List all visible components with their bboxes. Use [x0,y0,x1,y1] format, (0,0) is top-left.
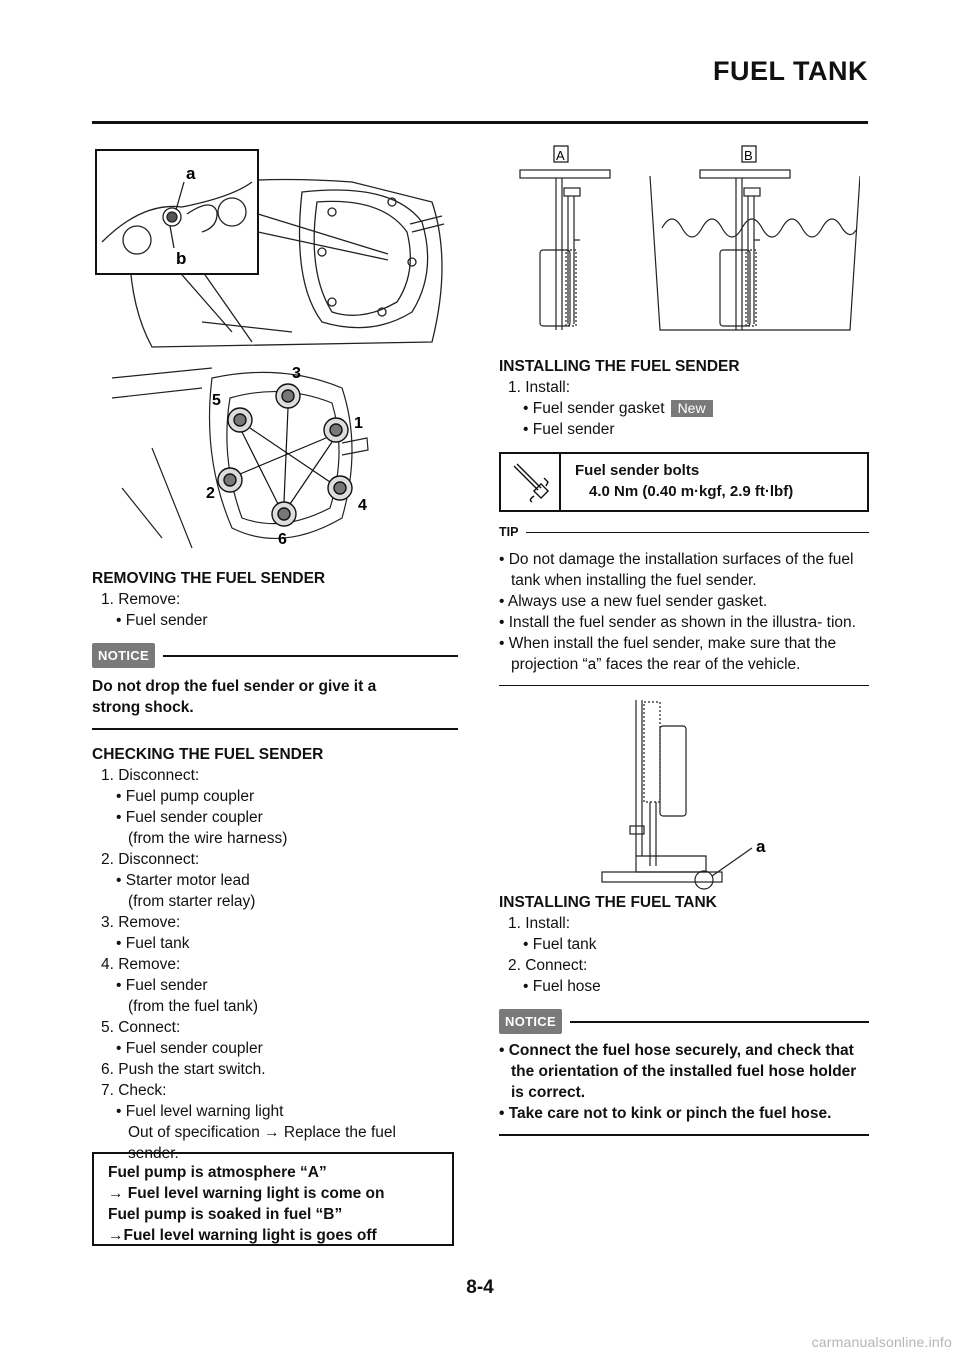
notice-end-rule [499,1134,869,1136]
notice-item: • Connect the fuel hose securely, and check that the orientation of the installed fuel hose holder is correct. [499,1042,857,1101]
checking-line: • Fuel sender coupler [116,1040,263,1057]
tip-label: TIP [499,525,519,539]
torque-value: 4.0 Nm (0.40 m·kgf, 2.9 ft·lbf) [589,483,794,500]
removing-item: • Fuel sender [116,612,208,629]
spec-line: →Fuel level warning light is goes off [108,1227,377,1244]
checking-line: 4. Remove: [101,956,181,973]
tip-item: • Always use a new fuel sender gasket. [499,593,768,610]
spec-result-box [92,1152,454,1246]
installing-tank-line: • Fuel tank [523,936,597,953]
figure-fuel-tank-top [92,142,458,352]
installing-tank-line: 1. Install: [508,915,571,932]
notice-text-line1: Do not drop the fuel sender or give it a [92,678,377,695]
tip-item: • Do not damage the installation surfaces of the fuel tank when installing the fuel sender. [499,551,854,589]
torque-spec-text [561,454,807,510]
notice-rule [163,655,458,657]
fig1-label-b: b [176,249,187,268]
checking-line: • Fuel level warning light [116,1103,284,1120]
checking-line: Out of specification → Replace the fuel [128,1124,396,1141]
installing-tank-heading: INSTALLING THE FUEL TANK [499,894,717,911]
figure-spacer [499,686,869,892]
figure-fuel-pump-a-b [510,140,860,340]
notice-badge: NOTICE [499,1009,562,1034]
checking-line: 5. Connect: [101,1019,181,1036]
checking-line: 3. Remove: [101,914,181,931]
spec-line: Fuel pump is atmosphere “A” [108,1164,327,1181]
fig2-label-3: 3 [292,365,301,382]
fig3-label-a: A [556,148,565,163]
installing-sender-item [499,398,869,419]
tip-header [499,522,869,543]
checking-line: sender. [128,1145,179,1162]
notice-badge: NOTICE [92,643,155,668]
fig4-label-a: a [756,837,766,856]
notice-text-line2: strong shock. [92,699,194,716]
notice-header [92,643,458,668]
new-part-badge: New [671,400,713,417]
watermark: carmanualsonline.info [811,1334,952,1350]
tip-list [499,549,869,675]
checking-line: (from the wire harness) [128,830,288,847]
installing-sender-heading: INSTALLING THE FUEL SENDER [499,358,740,375]
tip-item: • When install the fuel sender, make sure that the projection “a” faces the rear of the vehicle. [499,635,837,673]
fig3-label-b: B [744,148,753,163]
tip-rule [526,532,869,533]
fig2-label-4: 4 [358,497,367,514]
fig2-label-5: 5 [212,392,221,409]
notice-item: • Take care not to kink or pinch the fuel hose. [499,1105,832,1122]
checking-line: 7. Check: [101,1082,167,1099]
notice-text [92,676,458,718]
page-number: 8-4 [466,1277,494,1298]
spec-line: → Fuel level warning light is come on [108,1185,385,1202]
torque-wrench-icon [501,454,561,510]
installing-sender-step: 1. Install: [508,379,571,396]
removing-step: 1. Remove: [101,591,181,608]
checking-line: (from starter relay) [128,893,256,910]
figure-bolt-sequence [92,358,458,558]
checking-line: 1. Disconnect: [101,767,200,784]
torque-spec-box [499,452,869,512]
header-rule [92,121,868,124]
left-column [92,568,458,1164]
right-column [499,356,869,1136]
checking-line: 2. Disconnect: [101,851,200,868]
checking-line: • Fuel sender coupler [116,809,263,826]
fig2-label-2: 2 [206,485,215,502]
fig2-label-6: 6 [278,531,287,548]
gasket-label: • Fuel sender gasket [523,400,665,417]
checking-line: 6. Push the start switch. [101,1061,266,1078]
tip-item: • Install the fuel sender as shown in the illustra- tion. [499,614,856,631]
spec-line: Fuel pump is soaked in fuel “B” [108,1206,343,1223]
fig2-label-1: 1 [354,415,363,432]
page-title: FUEL TANK [713,56,868,86]
notice-rule [570,1021,869,1023]
notice-list [499,1040,869,1124]
checking-line: • Fuel sender [116,977,208,994]
checking-line: • Fuel tank [116,935,190,952]
removing-heading: REMOVING THE FUEL SENDER [92,570,326,587]
notice-header [499,1009,869,1034]
installing-tank-line: 2. Connect: [508,957,588,974]
checking-line: • Starter motor lead [116,872,250,889]
installing-tank-line: • Fuel hose [523,978,601,995]
notice-end-rule [92,728,458,730]
torque-title: Fuel sender bolts [575,462,700,479]
installing-sender-item: • Fuel sender [523,421,615,438]
fig1-label-a: a [186,164,196,183]
checking-heading: CHECKING THE FUEL SENDER [92,746,324,763]
checking-line: (from the fuel tank) [128,998,259,1015]
checking-line: • Fuel pump coupler [116,788,255,805]
